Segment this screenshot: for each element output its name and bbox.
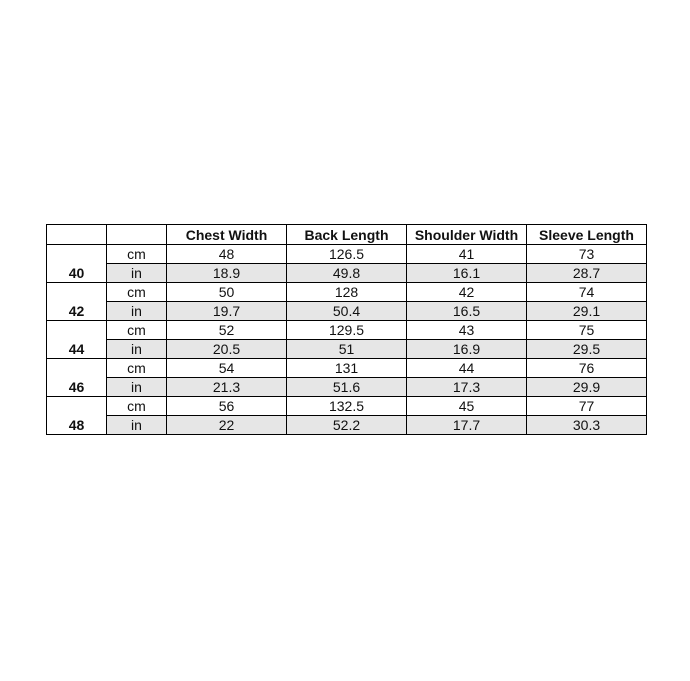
size-label: 44	[47, 321, 107, 359]
sleeve-length-value: 30.3	[527, 416, 647, 435]
back-length-value: 51.6	[287, 378, 407, 397]
table-row	[47, 359, 647, 378]
chest-width-value: 54	[167, 359, 287, 378]
unit-label: cm	[107, 283, 167, 302]
shoulder-width-value: 45	[407, 397, 527, 416]
shoulder-width-value: 17.7	[407, 416, 527, 435]
unit-label: cm	[107, 245, 167, 264]
table-row	[47, 245, 647, 264]
header-row	[47, 225, 647, 245]
chest-width-value: 48	[167, 245, 287, 264]
shoulder-width-value: 42	[407, 283, 527, 302]
sleeve-length-value: 73	[527, 245, 647, 264]
chest-width-value: 22	[167, 416, 287, 435]
size-label: 40	[47, 245, 107, 283]
chest-width-value: 18.9	[167, 264, 287, 283]
back-length-value: 52.2	[287, 416, 407, 435]
back-length-value: 50.4	[287, 302, 407, 321]
unit-label: cm	[107, 359, 167, 378]
shoulder-width-value: 16.9	[407, 340, 527, 359]
table-row	[47, 283, 647, 302]
table-row	[47, 378, 647, 397]
table-row	[47, 302, 647, 321]
shoulder-width-value: 16.5	[407, 302, 527, 321]
table-row	[47, 264, 647, 283]
table-row	[47, 397, 647, 416]
back-length-value: 129.5	[287, 321, 407, 340]
sleeve-length-value: 29.5	[527, 340, 647, 359]
sleeve-length-value: 77	[527, 397, 647, 416]
unit-label: cm	[107, 397, 167, 416]
shoulder-width-value: 44	[407, 359, 527, 378]
chest-width-value: 20.5	[167, 340, 287, 359]
back-length-value: 132.5	[287, 397, 407, 416]
table-row	[47, 416, 647, 435]
header-unit	[107, 225, 167, 245]
shoulder-width-value: 43	[407, 321, 527, 340]
sleeve-length-value: 74	[527, 283, 647, 302]
sleeve-length-value: 28.7	[527, 264, 647, 283]
unit-label: cm	[107, 321, 167, 340]
back-length-value: 131	[287, 359, 407, 378]
unit-label: in	[107, 302, 167, 321]
size-label: 48	[47, 397, 107, 435]
header-back-length: Back Length	[287, 225, 407, 245]
table-row	[47, 340, 647, 359]
back-length-value: 126.5	[287, 245, 407, 264]
header-sleeve-length: Sleeve Length	[527, 225, 647, 245]
shoulder-width-value: 16.1	[407, 264, 527, 283]
chest-width-value: 52	[167, 321, 287, 340]
unit-label: in	[107, 378, 167, 397]
size-label: 42	[47, 283, 107, 321]
header-chest-width: Chest Width	[167, 225, 287, 245]
unit-label: in	[107, 416, 167, 435]
shoulder-width-value: 17.3	[407, 378, 527, 397]
sleeve-length-value: 29.1	[527, 302, 647, 321]
shoulder-width-value: 41	[407, 245, 527, 264]
chest-width-value: 50	[167, 283, 287, 302]
size-label: 46	[47, 359, 107, 397]
back-length-value: 128	[287, 283, 407, 302]
back-length-value: 49.8	[287, 264, 407, 283]
sleeve-length-value: 76	[527, 359, 647, 378]
sleeve-length-value: 29.9	[527, 378, 647, 397]
unit-label: in	[107, 264, 167, 283]
unit-label: in	[107, 340, 167, 359]
table-row	[47, 321, 647, 340]
header-size	[47, 225, 107, 245]
back-length-value: 51	[287, 340, 407, 359]
chest-width-value: 56	[167, 397, 287, 416]
chest-width-value: 21.3	[167, 378, 287, 397]
chest-width-value: 19.7	[167, 302, 287, 321]
size-chart-table	[46, 224, 647, 435]
sleeve-length-value: 75	[527, 321, 647, 340]
header-shoulder-width: Shoulder Width	[407, 225, 527, 245]
